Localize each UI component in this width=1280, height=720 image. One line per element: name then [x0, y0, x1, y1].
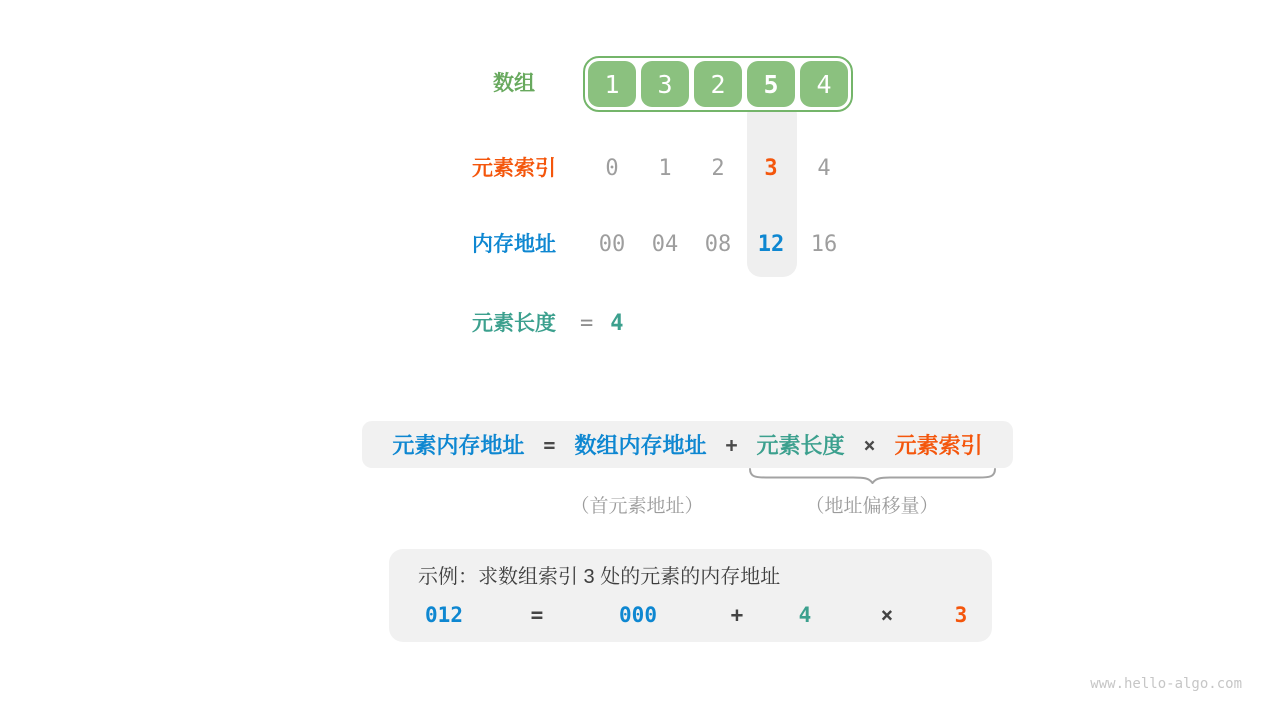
- formula-term: 元素内存地址: [392, 433, 525, 458]
- address-row-label: 内存地址: [472, 233, 556, 256]
- formula-operator: =: [543, 432, 556, 457]
- formula-term: 数组内存地址: [574, 433, 707, 458]
- array-label: 数组: [493, 72, 535, 95]
- formula-term: 元素长度: [756, 433, 845, 458]
- address-value: 08: [704, 232, 732, 257]
- index-value: 2: [711, 156, 725, 181]
- example-token: ×: [880, 603, 894, 627]
- annotation-first-element-address: （首元素地址）: [570, 496, 704, 517]
- index-value: 3: [764, 156, 778, 181]
- array-container: [583, 56, 853, 112]
- address-value: 00: [598, 232, 626, 257]
- example-token: =: [530, 603, 544, 627]
- address-values-row: [588, 229, 850, 261]
- watermark: www.hello-algo.com: [1090, 676, 1242, 692]
- example-token: 3: [954, 603, 968, 627]
- array-cell: 1: [588, 61, 636, 107]
- index-value: 0: [605, 156, 619, 181]
- formula-box: [362, 421, 1013, 468]
- array-cell: 4: [800, 61, 848, 107]
- example-box: [389, 549, 992, 642]
- example-token: 000: [619, 603, 657, 627]
- index-value: 1: [658, 156, 672, 181]
- formula-operator: ×: [863, 432, 876, 457]
- formula-term: 元素索引: [894, 433, 983, 458]
- annotation-address-offset: （地址偏移量）: [805, 496, 939, 517]
- address-value: 12: [757, 232, 785, 257]
- array-cell: 3: [641, 61, 689, 107]
- underbrace-icon: [748, 468, 997, 484]
- length-value: 4: [610, 311, 624, 336]
- array-cell: 2: [694, 61, 742, 107]
- example-title: 示例：求数组索引 3 处的元素的内存地址: [418, 566, 781, 588]
- example-token: 4: [798, 603, 812, 627]
- array-cell: 5: [747, 61, 795, 107]
- index-row-label: 元素索引: [472, 157, 556, 180]
- address-value: 04: [651, 232, 679, 257]
- length-value-row: [580, 308, 624, 340]
- length-row-label: 元素长度: [472, 312, 556, 335]
- address-value: 16: [810, 232, 838, 257]
- length-equals-sign: =: [580, 311, 594, 336]
- example-token: 012: [425, 603, 463, 627]
- example-token: +: [730, 603, 744, 627]
- formula-operator: +: [725, 432, 738, 457]
- index-values-row: [588, 153, 850, 185]
- index-value: 4: [817, 156, 831, 181]
